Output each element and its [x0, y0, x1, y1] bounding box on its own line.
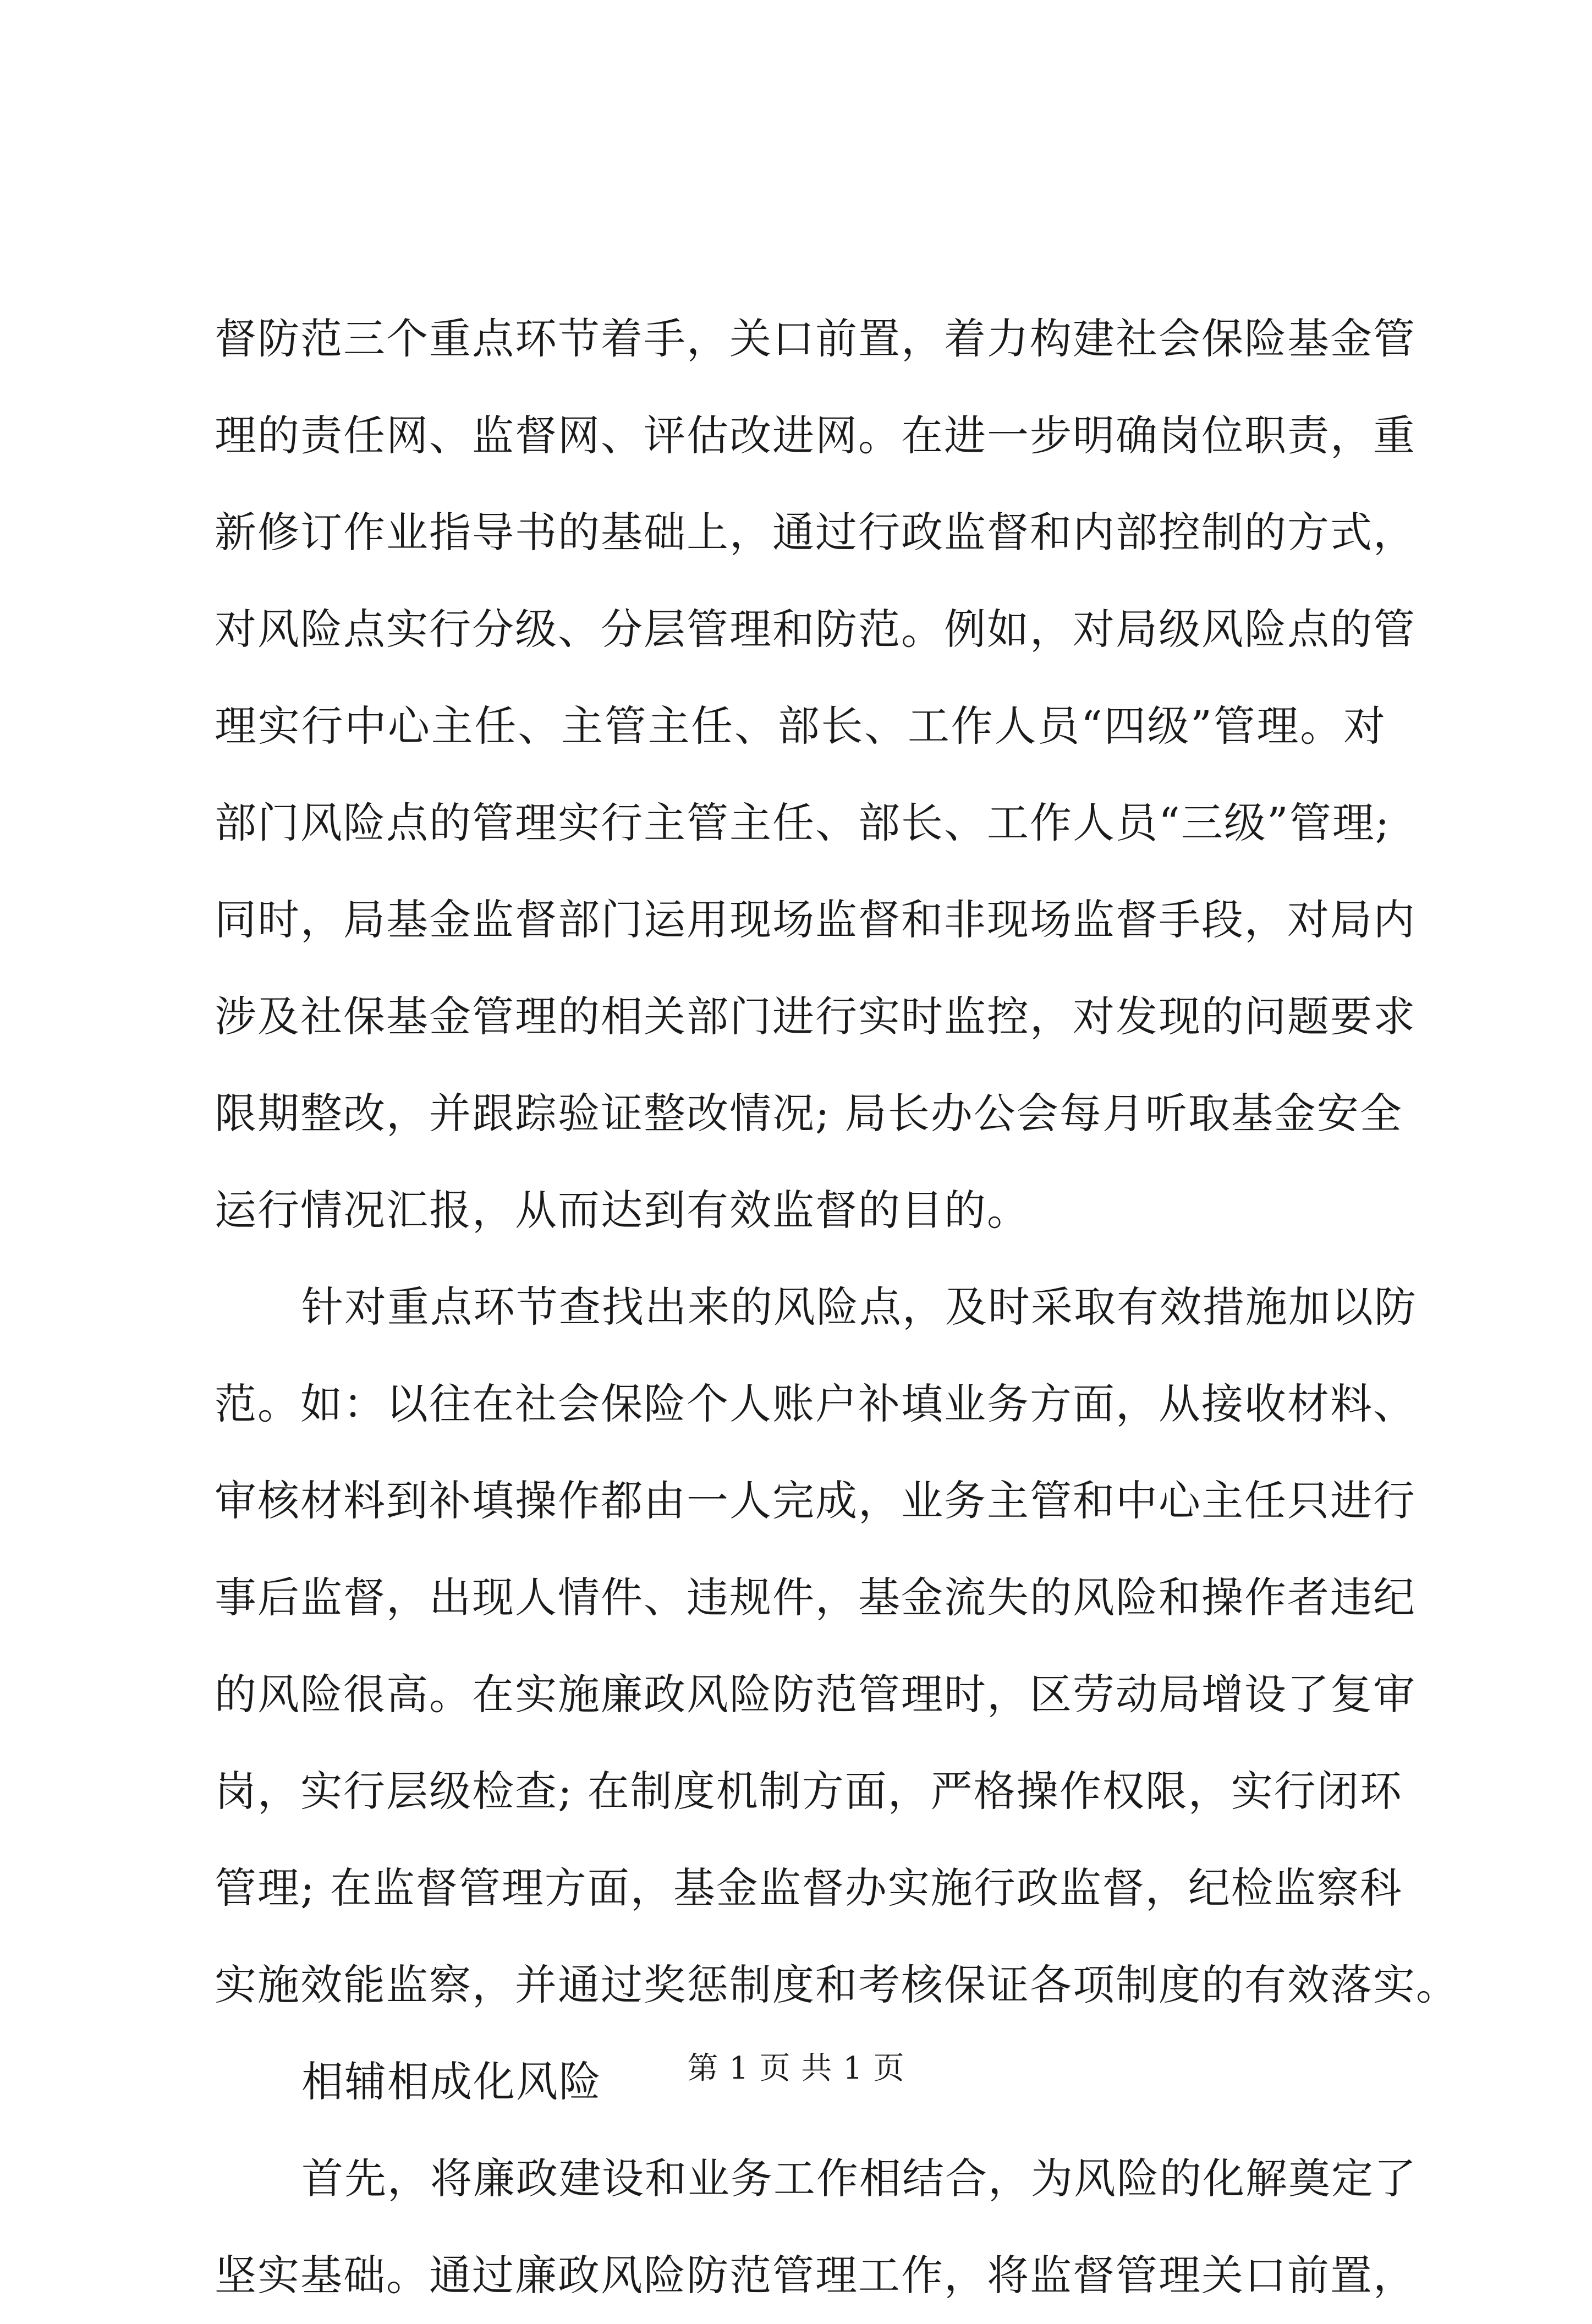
text-line: 对风险点实行分级、分层管理和防范。例如，对局级风险点的管 — [215, 605, 1416, 654]
text-line: 运行情况汇报，从而达到有效监督的目的。 — [215, 1186, 1030, 1235]
text-line: 涉及社保基金管理的相关部门进行实时监控，对发现的问题要求 — [215, 992, 1416, 1041]
page-footer: 第 1 页 共 1 页 — [687, 2051, 905, 2086]
text-line: 审核材料到补填操作都由一人完成，业务主管和中心主任只进行 — [215, 1476, 1416, 1525]
document-body — [215, 290, 1459, 2324]
text-line: 的风险很高。在实施廉政风险防范管理时，区劳动局增设了复审 — [215, 1670, 1416, 1719]
paragraph-first-line: 首先，将廉政建设和业务工作相结合，为风险的化解奠定了 — [301, 2154, 1417, 2203]
text-line: 同时，局基金监督部门运用现场监督和非现场监督手段，对局内 — [215, 895, 1416, 944]
section-heading: 相辅相成化风险 — [301, 2057, 602, 2106]
text-line: 限期整改，并跟踪验证整改情况; 局长办公会每月听取基金安全 — [215, 1089, 1403, 1138]
text-line: 理的责任网、监督网、评估改进网。在进一步明确岗位职责，重 — [215, 411, 1416, 460]
text-line: 事后监督，出现人情件、违规件，基金流失的风险和操作者违纪 — [215, 1573, 1416, 1622]
text-line: 理实行中心主任、主管主任、部长、工作人员“四级”管理。对 — [215, 701, 1386, 750]
paragraph-first-line: 针对重点环节查找出来的风险点，及时采取有效措施加以防 — [301, 1282, 1417, 1331]
text-line: 督防范三个重点环节着手，关口前置，着力构建社会保险基金管 — [215, 314, 1416, 363]
text-line: 范。如：以往在社会保险个人账户补填业务方面，从接收材料、 — [215, 1379, 1416, 1428]
text-line: 实施效能监察，并通过奖惩制度和考核保证各项制度的有效落实。 — [215, 1960, 1459, 2009]
text-line: 坚实基础。通过廉政风险防范管理工作，将监督管理关口前置， — [215, 2251, 1416, 2300]
text-line: 岗，实行层级检查; 在制度机制方面，严格操作权限，实行闭环 — [215, 1767, 1403, 1816]
text-line: 管理; 在监督管理方面，基金监督办实施行政监督，纪检监察科 — [215, 1863, 1403, 1912]
text-line: 部门风险点的管理实行主管主任、部长、工作人员“三级”管理; — [215, 798, 1391, 847]
text-line: 新修订作业指导书的基础上，通过行政监督和内部控制的方式， — [215, 508, 1416, 557]
